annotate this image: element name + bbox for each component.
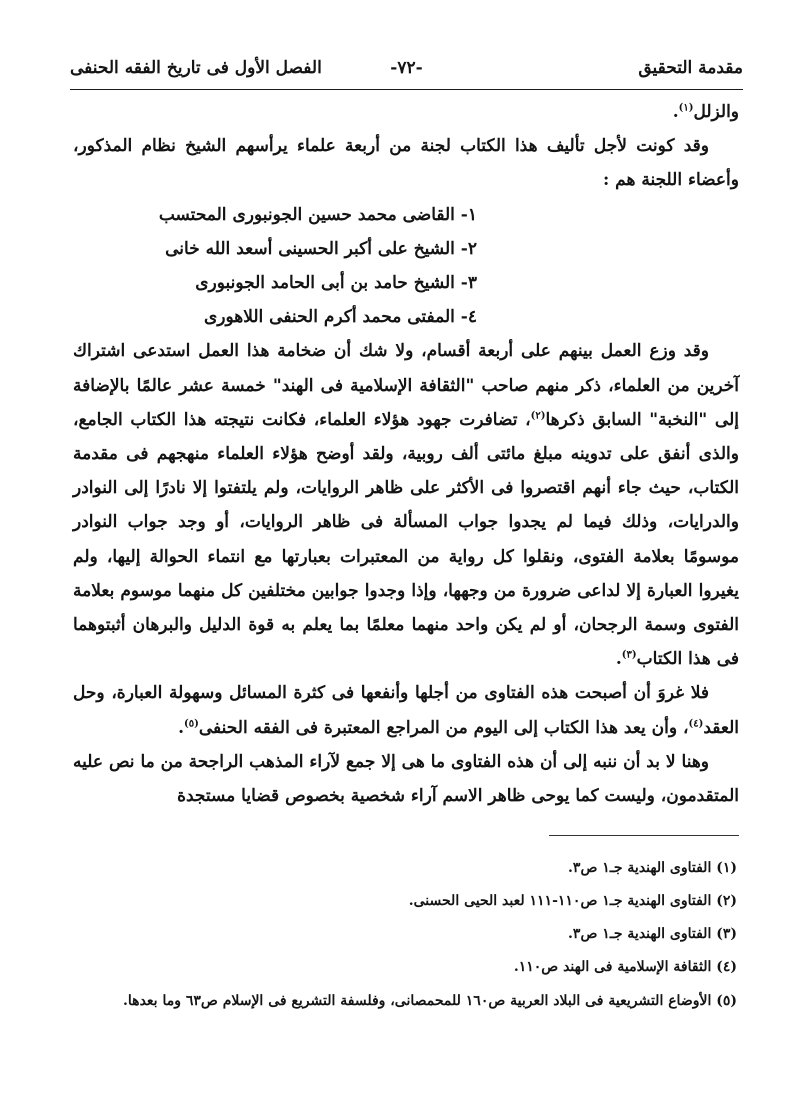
paragraph-3: فلا غروَ أن أصبحت هذه الفتاوى من أجلها وأنفعها فى كثرة المسائل وسهولة العبارة، وحل العقد$^{(٤)}$، وأن يعد هذا الكتاب إلى اليوم من المراجع المعتبرة فى الفقه الحنفى$^{(٥)}$. <box>73 683 739 738</box>
footnote-2: (٢) الفتاوى الهندية جـ١ ص١١٠-١١١ لعبد الحيى الحسنى. <box>408 893 737 909</box>
footnote-1: (١) الفتاوى الهندية جـ١ ص٣. <box>568 860 737 876</box>
main-text <box>73 95 739 813</box>
paragraph-4: وهنا لا بد أن ننبه إلى أن هذه الفتاوى ما هى إلا جمع لآراء المذهب الراجحة من ما نص عليه المتقدمون، وليست كما يوحى ظاهر الاسم آراء شخصية بخصوص قضايا مستجدة <box>73 751 739 807</box>
list-item: ٢- الشيخ على أكبر الحسينى أسعد الله خانى <box>165 238 477 259</box>
footnote-3: (٣) الفتاوى الهندية جـ١ ص٣. <box>568 926 737 942</box>
footnote-ref-3: (٣) <box>621 649 637 661</box>
running-header <box>70 52 743 86</box>
paragraph-1: وقد كونت لأجل تأليف هذا الكتاب لجنة من أربعة علماء يرأسهم الشيخ نظام المذكور، وأعضاء اللجنة هم : <box>73 136 739 191</box>
list-item: ٣- الشيخ حامد بن أبى الحامد الجونبورى <box>195 273 477 294</box>
page-number: -٧٢- <box>390 58 423 78</box>
footnote-4: (٤) الثقافة الإسلامية فى الهند ص١١٠. <box>513 959 737 975</box>
section-title: مقدمة التحقيق <box>638 58 743 78</box>
footnote-ref-5: (٥) <box>184 718 199 729</box>
footnote-rule <box>549 835 739 836</box>
header-rule <box>70 89 743 90</box>
footnote-ref-1: (١) <box>678 102 694 114</box>
footnotes <box>70 852 737 1012</box>
footnote-5: (٥) الأوضاع التشريعية فى البلاد العربية ص١٦٠ للمحمصانى، وفلسفة التشريع فى الإسلام ص٦٣ وما بعدها. <box>123 993 737 1009</box>
members-list <box>73 198 739 335</box>
chapter-title: الفصل الأول فى تاريخ الفقه الحنفى <box>70 58 322 78</box>
footnote-ref-4: (٤) <box>688 718 704 729</box>
paragraph-0: والزلل$^{(١)}$. <box>672 102 739 122</box>
footnote-ref-2: (٢) <box>530 410 546 422</box>
list-item: ١- القاضى محمد حسين الجونبورى المحتسب <box>158 204 477 225</box>
list-item: ٤- المفتى محمد أكرم الحنفى اللاهورى <box>203 307 477 328</box>
paragraph-2: وقد وزع العمل بينهم على أربعة أقسام، ولا شك أن ضخامة هذا العمل استدعى اشتراك آخرين من العلماء، ذكر منهم صاحب "الثقافة الإسلامية فى الهند" خمسة عشر عالمًا بالإضافة إلى "النخبة" السابق ذكرها$^{(٢)}$، تضافرت جهود هؤلاء العلماء، فكانت نتيجته هذا الكتاب الجامع، والذى أنفق على تدوينه مبلغ مائتى ألف روبية، ولقد أوضح هؤلاء العلماء منهجهم فى مقدمة الكتاب، حيث جاء أنهم اقتصروا فى الأكثر على ظاهر الروايات، ولم يلتفتوا إلا نادرًا إلى النوادر والدرايات، وذلك فيما لم يجدوا جواب المسألة فى ظاهر الروايات، أو وجد جواب النوادر موسومًا بعلامة الفتوى، ونقلوا كل رواية من المعتبرات بعبارتها مع انتماء الحوالة إليها، ولم يغيروا العبارة إلا لداعى ضرورة من وجهها، وإذا وجدوا جوابين مختلفين كل منهما موسوم بعلامة الفتوى وسمة الرجحان، أو لم يكن واحد منهما معلمًا بما يعلم به قوة الدليل والبرهان أثبتوهما فى هذا الكتاب$^{(٣)}$. <box>73 341 739 670</box>
